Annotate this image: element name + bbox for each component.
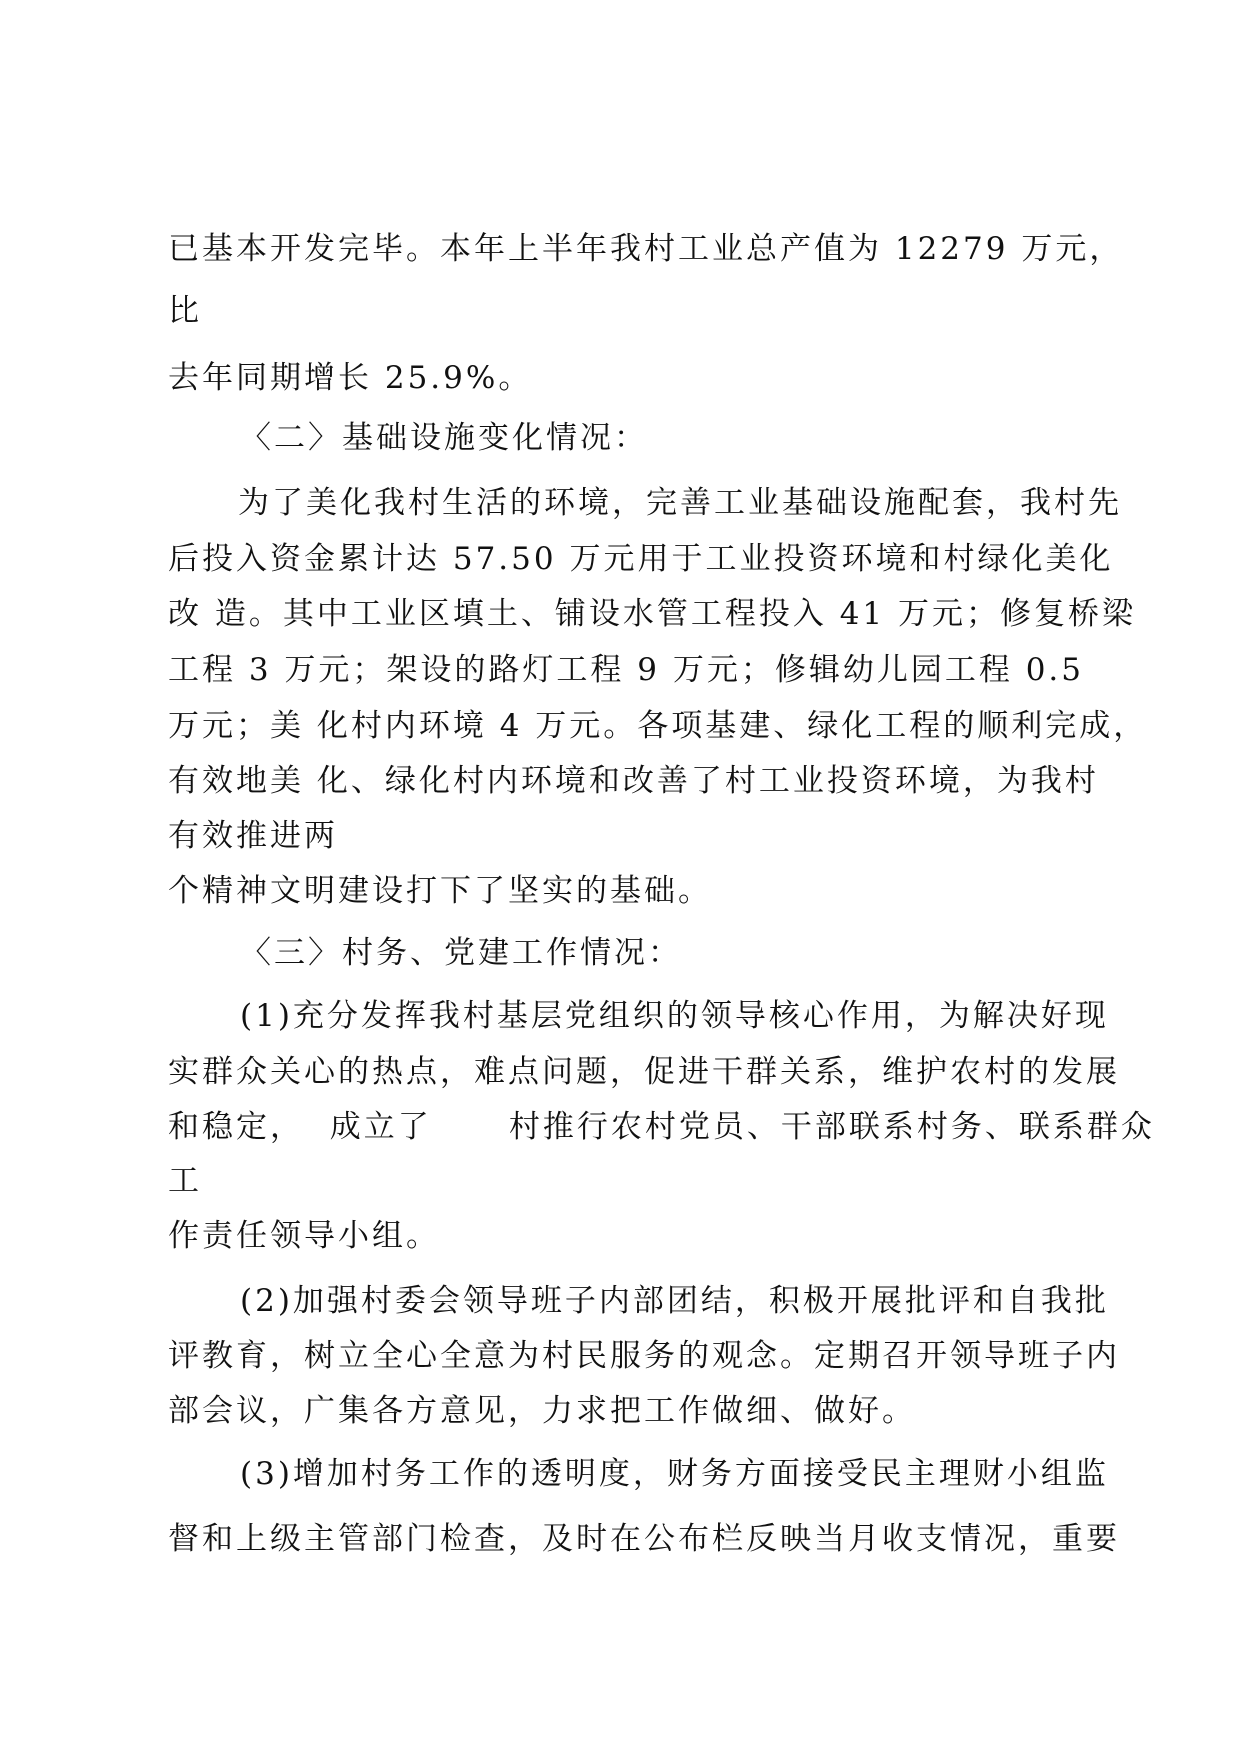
paragraph-line: 为了美化我村生活的环境，完善工业基础设施配套，我村先 — [238, 485, 1122, 521]
paragraph-line: (3)增加村务工作的透明度，财务方面接受民主理财小组监 — [240, 1456, 1109, 1492]
paragraph-line: 改 造。其中工业区填土、铺设水管工程投入 41 万元；修复桥梁 — [168, 596, 1137, 632]
paragraph-line: 比 — [168, 293, 202, 329]
paragraph-line: (2)加强村委会领导班子内部团结，积极开展批评和自我批 — [240, 1283, 1109, 1319]
paragraph-line: 工程 3 万元；架设的路灯工程 9 万元；修辑幼儿园工程 0.5 — [168, 652, 1085, 688]
paragraph-line: 部会议，广集各方意见，力求把工作做细、做好。 — [168, 1393, 916, 1429]
paragraph-line: 督和上级主管部门检查，及时在公布栏反映当月收支情况，重要 — [168, 1521, 1120, 1557]
paragraph-line: 个精神文明建设打下了坚实的基础。 — [168, 873, 712, 909]
section-heading: 〈三〉村务、党建工作情况： — [240, 935, 682, 971]
paragraph-line: 实群众关心的热点，难点问题，促进干群关系，维护农村的发展 — [168, 1054, 1120, 1090]
paragraph-line: 有效地美 化、绿化村内环境和改善了村工业投资环境，为我村 — [168, 763, 1099, 799]
paragraph-line: 作责任领导小组。 — [168, 1218, 440, 1254]
paragraph-line: (1)充分发挥我村基层党组织的领导核心作用，为解决好现 — [240, 998, 1109, 1034]
paragraph-line: 已基本开发完毕。本年上半年我村工业总产值为 12279 万元， — [168, 231, 1124, 267]
paragraph-line: 和稳定， 成立了 村推行农村党员、干部联系村务、联系群众 — [168, 1109, 1155, 1145]
paragraph-line: 万元；美 化村内环境 4 万元。各项基建、绿化工程的顺利完成， — [168, 708, 1148, 744]
paragraph-line: 后投入资金累计达 57.50 万元用于工业投资环境和村绿化美化 — [168, 541, 1114, 577]
paragraph-line: 评教育，树立全心全意为村民服务的观念。定期召开领导班子内 — [168, 1338, 1120, 1374]
paragraph-line: 工 — [168, 1163, 202, 1199]
paragraph-line: 有效推进两 — [168, 818, 338, 854]
paragraph-line: 去年同期增长 25.9%。 — [168, 360, 533, 396]
section-heading: 〈二〉基础设施变化情况： — [240, 420, 648, 456]
